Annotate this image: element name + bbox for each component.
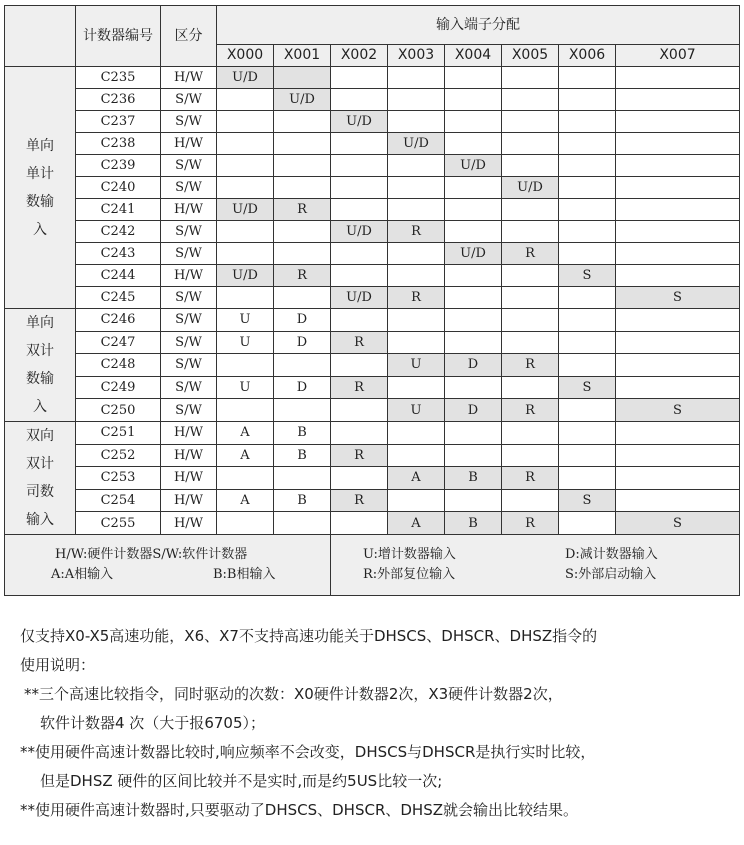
- input-cell: S: [559, 376, 616, 399]
- group-label-line: 司数: [26, 484, 54, 500]
- input-cell: U/D: [331, 287, 388, 309]
- input-cell: [445, 331, 502, 354]
- input-cell: [502, 155, 559, 177]
- input-cell: [217, 221, 274, 243]
- input-cell: R: [502, 243, 559, 265]
- input-cell: [388, 155, 445, 177]
- counter-no-header: 计数器编号: [76, 6, 161, 67]
- counter-type: H/W: [161, 467, 217, 490]
- table-row: [5, 155, 740, 177]
- input-header-x002: X002: [331, 45, 388, 67]
- input-cell: [274, 155, 331, 177]
- table-row: [5, 199, 740, 221]
- input-cell: R: [388, 287, 445, 309]
- legend-right: [331, 535, 740, 596]
- input-cell: D: [274, 376, 331, 399]
- input-cell: B: [445, 512, 502, 535]
- input-cell: S: [559, 489, 616, 512]
- note-line: 但是DHSZ 硬件的区间比较并不是实时,而是约5US比较一次;: [40, 772, 443, 790]
- counter-type: S/W: [161, 221, 217, 243]
- input-cell: [331, 177, 388, 199]
- table-row: [5, 354, 740, 377]
- input-cell: [217, 399, 274, 422]
- input-cell: [445, 199, 502, 221]
- table-row: [5, 89, 740, 111]
- input-cell: [331, 354, 388, 377]
- input-cell: A: [388, 467, 445, 490]
- input-cell: U/D: [331, 221, 388, 243]
- input-cell: [616, 422, 740, 445]
- input-cell: [331, 199, 388, 221]
- counter-assignment-table: [4, 5, 740, 596]
- counter-type: H/W: [161, 422, 217, 445]
- input-cell: S: [616, 399, 740, 422]
- group-label-line: 入: [33, 221, 47, 238]
- input-cell: [331, 265, 388, 287]
- counter-type: S/W: [161, 309, 217, 332]
- group-label-line: 数输: [26, 371, 54, 387]
- counter-id: C251: [76, 422, 161, 445]
- usage-notes: [20, 622, 735, 825]
- input-header-x000: X000: [217, 45, 274, 67]
- input-cell: [217, 512, 274, 535]
- input-cell: [502, 422, 559, 445]
- input-cell: [616, 155, 740, 177]
- table-row: [5, 111, 740, 133]
- counter-type: S/W: [161, 155, 217, 177]
- input-cell: [331, 89, 388, 111]
- counter-type: S/W: [161, 243, 217, 265]
- input-cell: [388, 489, 445, 512]
- input-cell: [559, 309, 616, 332]
- input-cell: [502, 444, 559, 467]
- group-label-line: 双计: [26, 343, 54, 359]
- legend-u-input: U:增计数器输入: [363, 547, 456, 562]
- counter-type: H/W: [161, 133, 217, 155]
- input-cell: U/D: [502, 177, 559, 199]
- table-body: [5, 67, 740, 535]
- input-cell: [331, 155, 388, 177]
- input-cell: [445, 287, 502, 309]
- input-cell: [274, 399, 331, 422]
- table-row: [5, 422, 740, 445]
- counter-type: S/W: [161, 399, 217, 422]
- input-cell: [445, 444, 502, 467]
- input-cell: U/D: [217, 67, 274, 89]
- input-cell: [502, 67, 559, 89]
- input-cell: [274, 221, 331, 243]
- input-cell: [274, 177, 331, 199]
- input-cell: [559, 177, 616, 199]
- input-header-x004: X004: [445, 45, 502, 67]
- legend-left: [5, 535, 331, 596]
- input-cell: [616, 354, 740, 377]
- input-cell: [388, 111, 445, 133]
- table-row: [5, 177, 740, 199]
- input-cell: [616, 331, 740, 354]
- input-cell: [502, 489, 559, 512]
- note-line: **使用硬件高速计数器比较时,响应频率不会改变，DHSCS与DHSCR是执行实时比较，: [20, 743, 596, 761]
- input-cell: [217, 155, 274, 177]
- input-cell: U: [217, 309, 274, 332]
- input-header-x001: X001: [274, 45, 331, 67]
- input-cell: [217, 354, 274, 377]
- input-cell: U/D: [331, 111, 388, 133]
- table-row: [5, 399, 740, 422]
- input-cell: [331, 467, 388, 490]
- group-label: [5, 422, 76, 535]
- input-cell: [274, 133, 331, 155]
- input-cell: U/D: [445, 243, 502, 265]
- counter-id: C242: [76, 221, 161, 243]
- input-cell: R: [274, 199, 331, 221]
- input-cell: [274, 243, 331, 265]
- input-cell: U/D: [217, 199, 274, 221]
- input-cell: [445, 309, 502, 332]
- input-cell: [502, 287, 559, 309]
- counter-id: C245: [76, 287, 161, 309]
- counter-id: C236: [76, 89, 161, 111]
- table-row: [5, 309, 740, 332]
- input-cell: [445, 177, 502, 199]
- counter-id: C241: [76, 199, 161, 221]
- input-cell: [559, 354, 616, 377]
- input-cell: [217, 467, 274, 490]
- input-cell: [274, 67, 331, 89]
- table-row: [5, 133, 740, 155]
- input-header-x006: X006: [559, 45, 616, 67]
- input-cell: [559, 155, 616, 177]
- input-cell: [445, 221, 502, 243]
- note-line: 软件计数器4 次（大于报6705）；: [40, 714, 265, 732]
- input-cell: D: [445, 399, 502, 422]
- input-cell: A: [388, 512, 445, 535]
- table-row: [5, 243, 740, 265]
- counter-id: C240: [76, 177, 161, 199]
- input-cell: [388, 89, 445, 111]
- input-cell: B: [274, 422, 331, 445]
- group-label-line: 单计: [26, 165, 54, 182]
- group-label-line: 入: [33, 399, 47, 415]
- input-cell: R: [502, 467, 559, 490]
- input-cell: [445, 133, 502, 155]
- legend-hw-sw: H/W:硬件计数器S/W:软件计数器: [55, 547, 248, 562]
- corner-cell: [5, 6, 76, 67]
- input-cell: [274, 467, 331, 490]
- input-cell: [217, 111, 274, 133]
- counter-id: C246: [76, 309, 161, 332]
- input-cell: [445, 489, 502, 512]
- input-cell: [331, 399, 388, 422]
- input-cell: [559, 399, 616, 422]
- input-cell: U: [217, 331, 274, 354]
- input-cell: D: [274, 309, 331, 332]
- counter-id: C247: [76, 331, 161, 354]
- input-cell: [445, 422, 502, 445]
- legend-row: [5, 535, 740, 596]
- input-cell: [616, 376, 740, 399]
- input-cell: U: [388, 354, 445, 377]
- counter-id: C238: [76, 133, 161, 155]
- input-cell: [616, 243, 740, 265]
- input-cell: S: [616, 512, 740, 535]
- input-cell: [616, 489, 740, 512]
- counter-type: S/W: [161, 111, 217, 133]
- input-cell: [388, 422, 445, 445]
- input-cell: [331, 512, 388, 535]
- input-cell: [331, 309, 388, 332]
- input-cell: R: [502, 399, 559, 422]
- legend-r-input: R:外部复位输入: [363, 567, 456, 582]
- input-cell: [388, 199, 445, 221]
- counter-type: S/W: [161, 177, 217, 199]
- input-cell: B: [445, 467, 502, 490]
- input-cell: [502, 221, 559, 243]
- group-label-line: 双向: [26, 428, 54, 444]
- input-cell: [217, 243, 274, 265]
- group-label-line: 单向: [26, 137, 54, 154]
- group-label-line: 双计: [26, 456, 54, 472]
- note-line: 使用说明：: [20, 656, 96, 674]
- input-cell: [217, 287, 274, 309]
- table-row: [5, 467, 740, 490]
- input-cell: [388, 243, 445, 265]
- input-cell: [616, 89, 740, 111]
- counter-type: S/W: [161, 331, 217, 354]
- counter-id: C252: [76, 444, 161, 467]
- note-line: **三个高速比较指令，同时驱动的次数：X0硬件计数器2次，X3硬件计数器2次，: [24, 685, 563, 703]
- table-row: [5, 331, 740, 354]
- input-cell: [559, 67, 616, 89]
- input-cell: D: [445, 354, 502, 377]
- table-row: [5, 444, 740, 467]
- input-cell: U/D: [388, 133, 445, 155]
- input-cell: [331, 422, 388, 445]
- note-line: **使用硬件高速计数器时,只要驱动了DHSCS、DHSCR、DHSZ就会输出比较结果。: [20, 801, 578, 819]
- input-cell: [331, 243, 388, 265]
- group-label: [5, 309, 76, 422]
- input-cell: U/D: [445, 155, 502, 177]
- input-cell: A: [217, 444, 274, 467]
- input-cell: [559, 243, 616, 265]
- table-row: [5, 221, 740, 243]
- input-cell: [388, 444, 445, 467]
- group-label-line: 单向: [26, 315, 54, 331]
- input-cell: R: [502, 354, 559, 377]
- input-cell: R: [274, 265, 331, 287]
- counter-id: C253: [76, 467, 161, 490]
- input-header-x003: X003: [388, 45, 445, 67]
- counter-type: H/W: [161, 489, 217, 512]
- input-cell: [445, 111, 502, 133]
- note-line: 仅支持X0-X5高速功能，X6、X7不支持高速功能关于DHSCS、DHSCR、DHSZ指令的: [20, 627, 598, 645]
- input-cell: [616, 177, 740, 199]
- table-row: [5, 376, 740, 399]
- legend-a-phase: A:A相输入: [51, 567, 114, 582]
- input-cell: [616, 199, 740, 221]
- input-cell: [388, 376, 445, 399]
- input-cell: S: [616, 287, 740, 309]
- input-cell: [616, 111, 740, 133]
- input-cell: [502, 133, 559, 155]
- input-cell: [616, 67, 740, 89]
- counter-id: C243: [76, 243, 161, 265]
- group-label-line: 输入: [26, 512, 54, 528]
- counter-type: H/W: [161, 67, 217, 89]
- input-cell: [559, 221, 616, 243]
- group-label-line: 数输: [26, 193, 54, 210]
- input-cell: [445, 89, 502, 111]
- input-cell: [559, 89, 616, 111]
- counter-type: H/W: [161, 512, 217, 535]
- input-cell: R: [502, 512, 559, 535]
- table-row: [5, 67, 740, 89]
- input-cell: [559, 199, 616, 221]
- input-cell: [445, 265, 502, 287]
- input-cell: R: [388, 221, 445, 243]
- input-cell: [559, 331, 616, 354]
- input-cell: U: [388, 399, 445, 422]
- input-cell: A: [217, 489, 274, 512]
- input-cell: [616, 265, 740, 287]
- input-header-x007: X007: [616, 45, 740, 67]
- input-cell: [331, 67, 388, 89]
- counter-id: C235: [76, 67, 161, 89]
- counter-type: S/W: [161, 89, 217, 111]
- input-cell: [616, 133, 740, 155]
- input-cell: [559, 444, 616, 467]
- input-cell: [559, 287, 616, 309]
- input-cell: [388, 177, 445, 199]
- counter-id: C250: [76, 399, 161, 422]
- input-cell: [445, 67, 502, 89]
- input-cell: [331, 133, 388, 155]
- input-cell: [502, 265, 559, 287]
- input-cell: R: [331, 444, 388, 467]
- input-cell: U: [217, 376, 274, 399]
- input-cell: [616, 309, 740, 332]
- input-cell: A: [217, 422, 274, 445]
- input-cell: U/D: [274, 89, 331, 111]
- input-cell: [502, 111, 559, 133]
- input-assign-header: 输入端子分配: [217, 6, 740, 45]
- counter-type: H/W: [161, 265, 217, 287]
- input-cell: [274, 354, 331, 377]
- input-cell: [502, 199, 559, 221]
- input-cell: [559, 422, 616, 445]
- counter-id: C255: [76, 512, 161, 535]
- input-cell: [217, 177, 274, 199]
- counter-id: C244: [76, 265, 161, 287]
- counter-id: C237: [76, 111, 161, 133]
- input-cell: R: [331, 376, 388, 399]
- input-cell: [388, 331, 445, 354]
- input-cell: [616, 444, 740, 467]
- input-cell: [502, 89, 559, 111]
- input-cell: [445, 376, 502, 399]
- table-row: [5, 287, 740, 309]
- input-cell: [502, 376, 559, 399]
- table-row: [5, 265, 740, 287]
- counter-id: C249: [76, 376, 161, 399]
- input-cell: R: [331, 489, 388, 512]
- group-label: [5, 67, 76, 309]
- input-cell: [388, 265, 445, 287]
- counter-type: S/W: [161, 376, 217, 399]
- legend-s-input: S:外部启动输入: [565, 567, 657, 582]
- legend-d-input: D:减计数器输入: [565, 547, 658, 562]
- category-header: 区分: [161, 6, 217, 67]
- input-cell: S: [559, 265, 616, 287]
- input-cell: [502, 309, 559, 332]
- input-cell: [559, 111, 616, 133]
- legend-b-phase: B:B相输入: [213, 567, 276, 582]
- counter-id: C239: [76, 155, 161, 177]
- input-cell: [616, 467, 740, 490]
- input-cell: B: [274, 444, 331, 467]
- input-cell: [559, 512, 616, 535]
- input-cell: [388, 309, 445, 332]
- table-row: [5, 489, 740, 512]
- input-cell: B: [274, 489, 331, 512]
- input-cell: [274, 287, 331, 309]
- input-cell: [559, 133, 616, 155]
- input-cell: [388, 67, 445, 89]
- counter-type: H/W: [161, 444, 217, 467]
- input-cell: [217, 89, 274, 111]
- input-cell: [559, 467, 616, 490]
- input-cell: [616, 221, 740, 243]
- counter-type: S/W: [161, 354, 217, 377]
- input-cell: [217, 133, 274, 155]
- input-header-x005: X005: [502, 45, 559, 67]
- table-row: [5, 512, 740, 535]
- input-cell: D: [274, 331, 331, 354]
- input-cell: [274, 111, 331, 133]
- input-cell: U/D: [217, 265, 274, 287]
- counter-type: S/W: [161, 287, 217, 309]
- input-cell: [274, 512, 331, 535]
- input-cell: R: [331, 331, 388, 354]
- counter-id: C254: [76, 489, 161, 512]
- counter-id: C248: [76, 354, 161, 377]
- input-cell: [502, 331, 559, 354]
- counter-type: H/W: [161, 199, 217, 221]
